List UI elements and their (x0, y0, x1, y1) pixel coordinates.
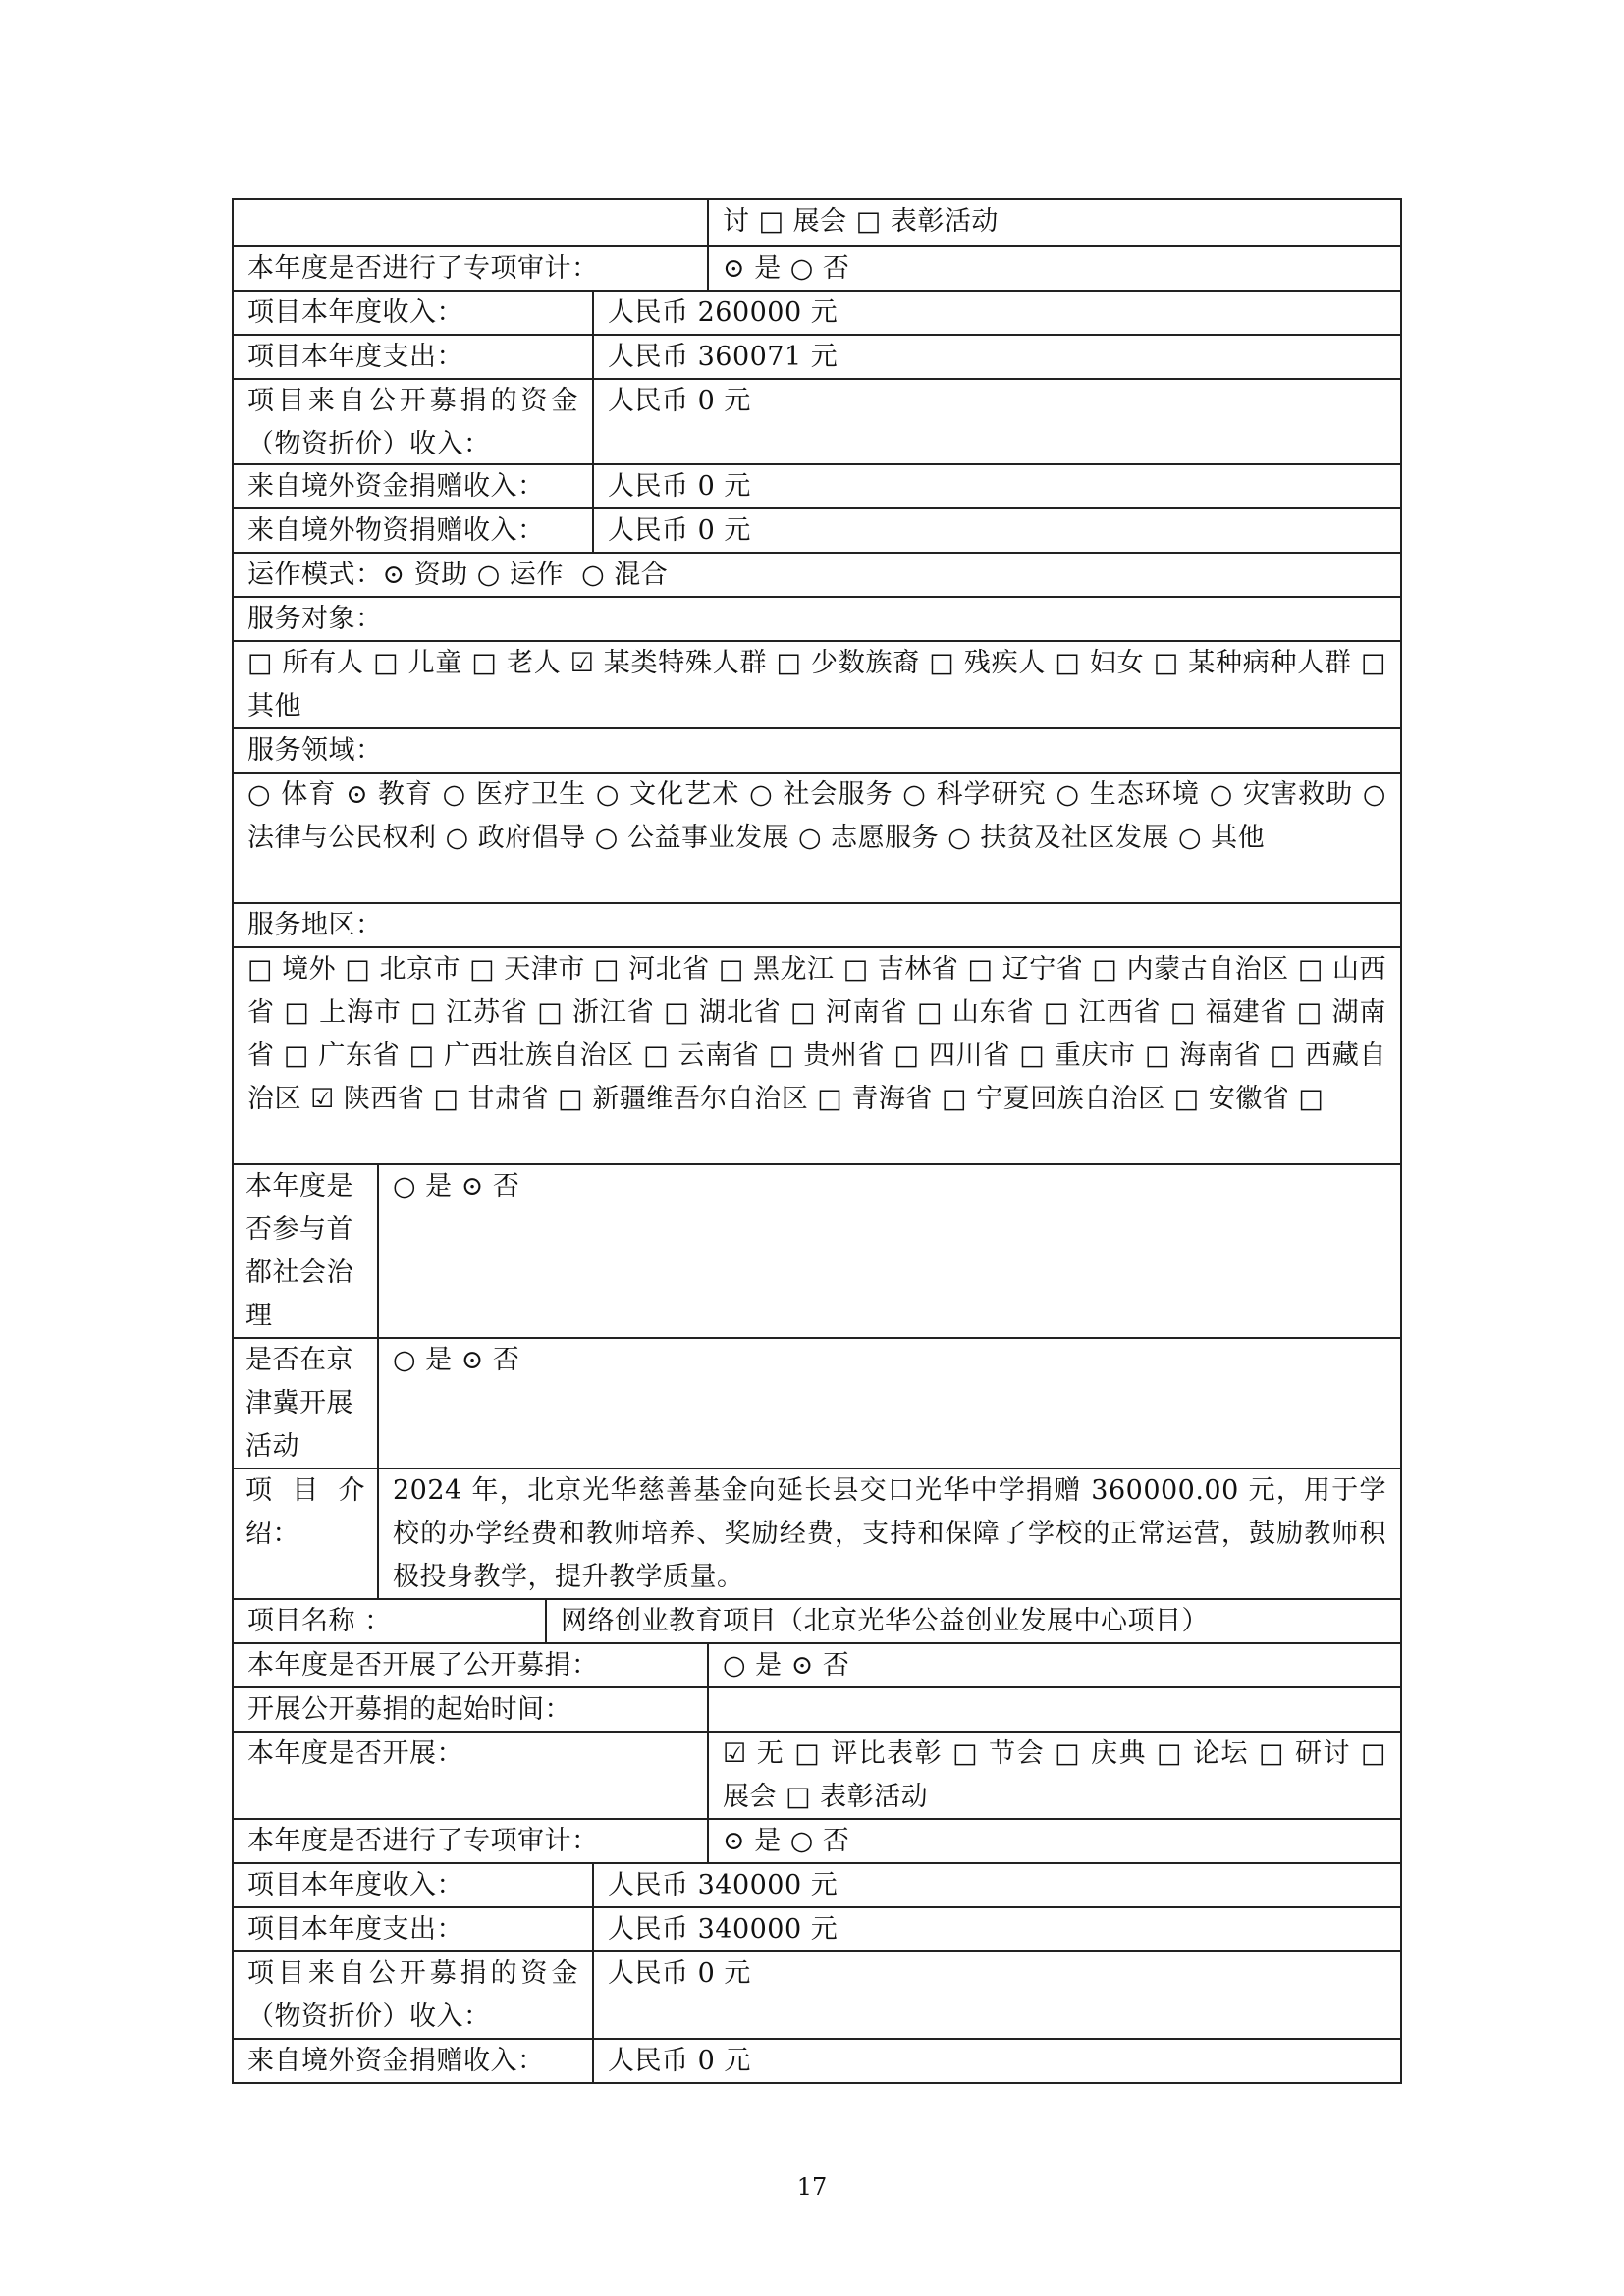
page-number: 17 (796, 2173, 828, 2201)
row-label: 本年度是否参与首都社会治理 (234, 1165, 379, 1337)
table-row (234, 245, 1400, 290)
table-row (234, 772, 1400, 902)
table-row (234, 1163, 1400, 1337)
row-value: 人民币 0 元 (608, 386, 751, 416)
table-row (234, 1468, 1400, 1598)
row-label: 项目本年度支出： (234, 1908, 594, 1950)
table-row (234, 1686, 1400, 1731)
table-row (234, 1642, 1400, 1686)
table-row (234, 902, 1400, 946)
table-row (234, 946, 1400, 1163)
service-field-radio-group[interactable]: ○ 体育 ⊙ 教育 ○ 医疗卫生 ○ 文化艺术 ○ 社会服务 ○ 科学研究 ○ 生态环境 ○ 灾害救助 ○ 法律与公民权利 ○ 政府倡导 ○ 公益事业发展 ○ 志愿服务 ○ 扶贫及社区发展 ○ 其他 (247, 779, 1396, 853)
section-heading-service-target: 服务对象： (247, 604, 383, 634)
row-label: 来自境外资金捐赠收入： (234, 465, 594, 507)
row-label: 来自境外资金捐赠收入： (234, 2040, 594, 2082)
row-label: 本年度是否进行了专项审计： (234, 1820, 709, 1862)
row-value: 人民币 260000 元 (608, 297, 839, 328)
table-row (234, 596, 1400, 640)
row-label: 本年度是否开展： (234, 1733, 709, 1818)
table-row (234, 552, 1400, 596)
row-label: 项目名称 ： (234, 1600, 547, 1642)
table-row (234, 1818, 1400, 1862)
table-row (234, 200, 1400, 245)
row-value: 人民币 0 元 (608, 1958, 751, 1989)
table-row (234, 1731, 1400, 1818)
row-value: 人民币 340000 元 (608, 1870, 839, 1900)
table-row (234, 1950, 1400, 2038)
table-row (234, 1337, 1400, 1468)
table-row (234, 2038, 1400, 2082)
section-heading-service-field: 服务领域： (247, 735, 383, 766)
row-value: 人民币 0 元 (608, 2046, 751, 2076)
project-name: 网络创业教育项目（北京光华公益创业发展中心项目） (561, 1606, 1209, 1636)
operation-mode-radio-group[interactable]: 运作模式：⊙ 资助 ○ 运作 ○ 混合 (247, 560, 669, 590)
row-label: 是否在京津冀开展活动 (234, 1339, 379, 1468)
project-info-table (232, 198, 1402, 2084)
row-label: 开展公开募捐的起始时间： (234, 1688, 709, 1731)
table-row (234, 1862, 1400, 1906)
table-row (234, 507, 1400, 552)
audit-radio-group[interactable]: ⊙ 是 ○ 否 (723, 1826, 850, 1856)
activities-checkbox-group[interactable]: ☑ 无 □ 评比表彰 □ 节会 □ 庆典 □ 论坛 □ 研讨 □ 展会 □ 表彰活动 (723, 1738, 1396, 1812)
audit-radio-group[interactable]: ⊙ 是 ○ 否 (723, 253, 850, 284)
public-fundraising-radio-group[interactable]: ○ 是 ⊙ 否 (723, 1650, 850, 1681)
table-row (234, 463, 1400, 507)
row-label: 项目本年度收入： (234, 292, 594, 334)
table-row (234, 1598, 1400, 1642)
row-label: 本年度是否进行了专项审计： (234, 247, 709, 290)
table-row (234, 290, 1400, 334)
fundraising-start-field[interactable] (709, 1688, 1400, 1731)
row-label: 项 目 介 绍： (234, 1469, 379, 1598)
table-row (234, 727, 1400, 772)
row-label: 项目来自公开募捐的资金（物资折价）收入： (234, 1952, 594, 2038)
jingjinji-radio-group[interactable]: ○ 是 ⊙ 否 (393, 1345, 520, 1375)
table-row (234, 334, 1400, 378)
capital-governance-radio-group[interactable]: ○ 是 ⊙ 否 (393, 1171, 520, 1201)
project-description: 2024 年，北京光华慈善基金向延长县交口光华中学捐赠 360000.00 元，用于学校的办学经费和教师培养、奖励经费，支持和保障了学校的正常运营，鼓励教师积极投身教学，提升教学质量。 (393, 1475, 1386, 1592)
row-value: 人民币 0 元 (608, 515, 751, 546)
table-row (234, 1906, 1400, 1950)
row-label: 项目本年度收入： (234, 1864, 594, 1906)
table-row (234, 378, 1400, 463)
service-target-checkbox-group[interactable]: □ 所有人 □ 儿童 □ 老人 ☑ 某类特殊人群 □ 少数族裔 □ 残疾人 □ 妇女 □ 某种病种人群 □ 其他 (247, 648, 1396, 721)
row-label: 项目本年度支出： (234, 336, 594, 378)
service-region-checkbox-group[interactable]: □ 境外 □ 北京市 □ 天津市 □ 河北省 □ 黑龙江 □ 吉林省 □ 辽宁省 □ 内蒙古自治区 □ 山西省 □ 上海市 □ 江苏省 □ 浙江省 □ 湖北省 □ 河南省 □ 山东省 □ 江西省 □ 福建省 □ 湖南省 □ 广东省 □ 广西壮族自治区 □ 云南省 □ 贵州省 □ 四川省 □ 重庆市 □ 海南省 □ 西藏自治区 ☑ 陕西省 □ 甘肃省 □ 新疆维吾尔自治区 □ 青海省 □ 宁夏回族自治区 □ 安徽省 □ (247, 954, 1386, 1114)
row-label (234, 200, 709, 245)
row-label: 来自境外物资捐赠收入： (234, 509, 594, 552)
row-label: 本年度是否开展了公开募捐： (234, 1644, 709, 1686)
row-value: 人民币 0 元 (608, 471, 751, 502)
row-value: 人民币 340000 元 (608, 1914, 839, 1945)
row-label: 项目来自公开募捐的资金（物资折价）收入： (234, 380, 594, 463)
row-value: 人民币 360071 元 (608, 342, 839, 372)
row-value: 讨 □ 展会 □ 表彰活动 (723, 206, 999, 237)
table-row (234, 640, 1400, 727)
section-heading-service-region: 服务地区： (247, 910, 383, 940)
